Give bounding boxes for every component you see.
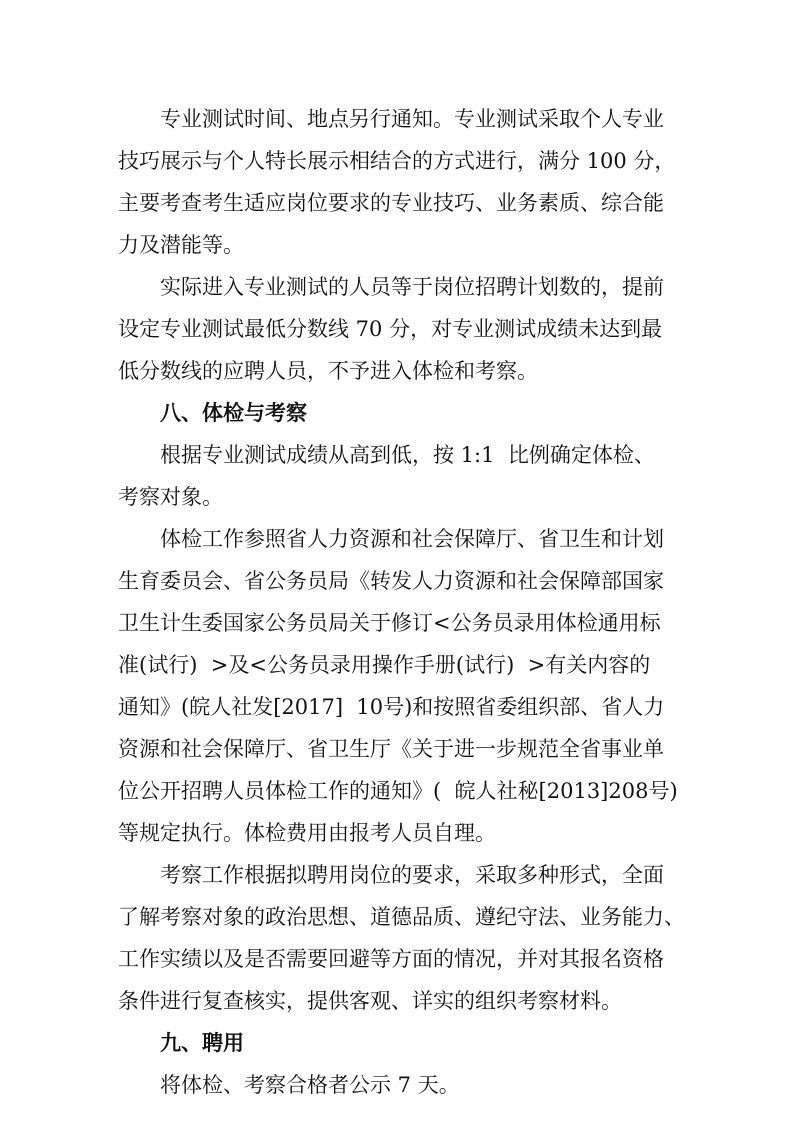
text-line: 低分数线的应聘人员，不予进入体检和考察。 [118,359,538,383]
text-line: 准(试行) >及<公务员录用操作手册(试行) >有关内容的 [118,653,651,677]
section-heading: 九、聘用 [160,1031,244,1055]
text-line: 考察对象。 [118,485,223,509]
text-line: 技巧展示与个人特长展示相结合的方式进行，满分 100 分， [118,149,676,173]
text-line: 了解考察对象的政治思想、道德品质、遵纪守法、业务能力、 [118,905,685,929]
text-line: 资源和社会保障厅、省卫生厅《关于进一步规范全省事业单 [118,737,664,761]
text-line: 工作实绩以及是否需要回避等方面的情况，并对其报名资格 [118,947,664,971]
text-line: 通知》(皖人社发[2017] 10号)和按照省委组织部、省人力 [118,695,665,719]
text-line: 将体检、考察合格者公示 7 天。 [160,1073,460,1097]
text-line: 主要考查考生适应岗位要求的专业技巧、业务素质、综合能 [118,191,664,215]
section-heading: 八、体检与考察 [160,401,307,425]
text-line: 根据专业测试成绩从高到低，按 1:1 比例确定体检、 [160,443,655,467]
text-line: 实际进入专业测试的人员等于岗位招聘计划数的，提前 [160,275,664,299]
text-line: 专业测试时间、地点另行通知。专业测试采取个人专业 [160,107,664,131]
text-line: 卫生计生委国家公务员局关于修订<公务员录用体检通用标 [118,611,661,635]
text-line: 考察工作根据拟聘用岗位的要求，采取多种形式，全面 [160,863,664,887]
text-line: 等规定执行。体检费用由报考人员自理。 [118,821,496,845]
text-line: 体检工作参照省人力资源和社会保障厅、省卫生和计划 [160,527,664,551]
text-line: 生育委员会、省公务员局《转发人力资源和社会保障部国家 [118,569,664,593]
text-line: 条件进行复查核实，提供客观、详实的组织考察材料。 [118,989,622,1013]
text-line: 设定专业测试最低分数线 70 分，对专业测试成绩未达到最 [118,317,663,341]
text-line: 力及潜能等。 [118,233,244,257]
text-line: 位公开招聘人员体检工作的通知》( 皖人社秘[2013]208号) [118,779,678,803]
